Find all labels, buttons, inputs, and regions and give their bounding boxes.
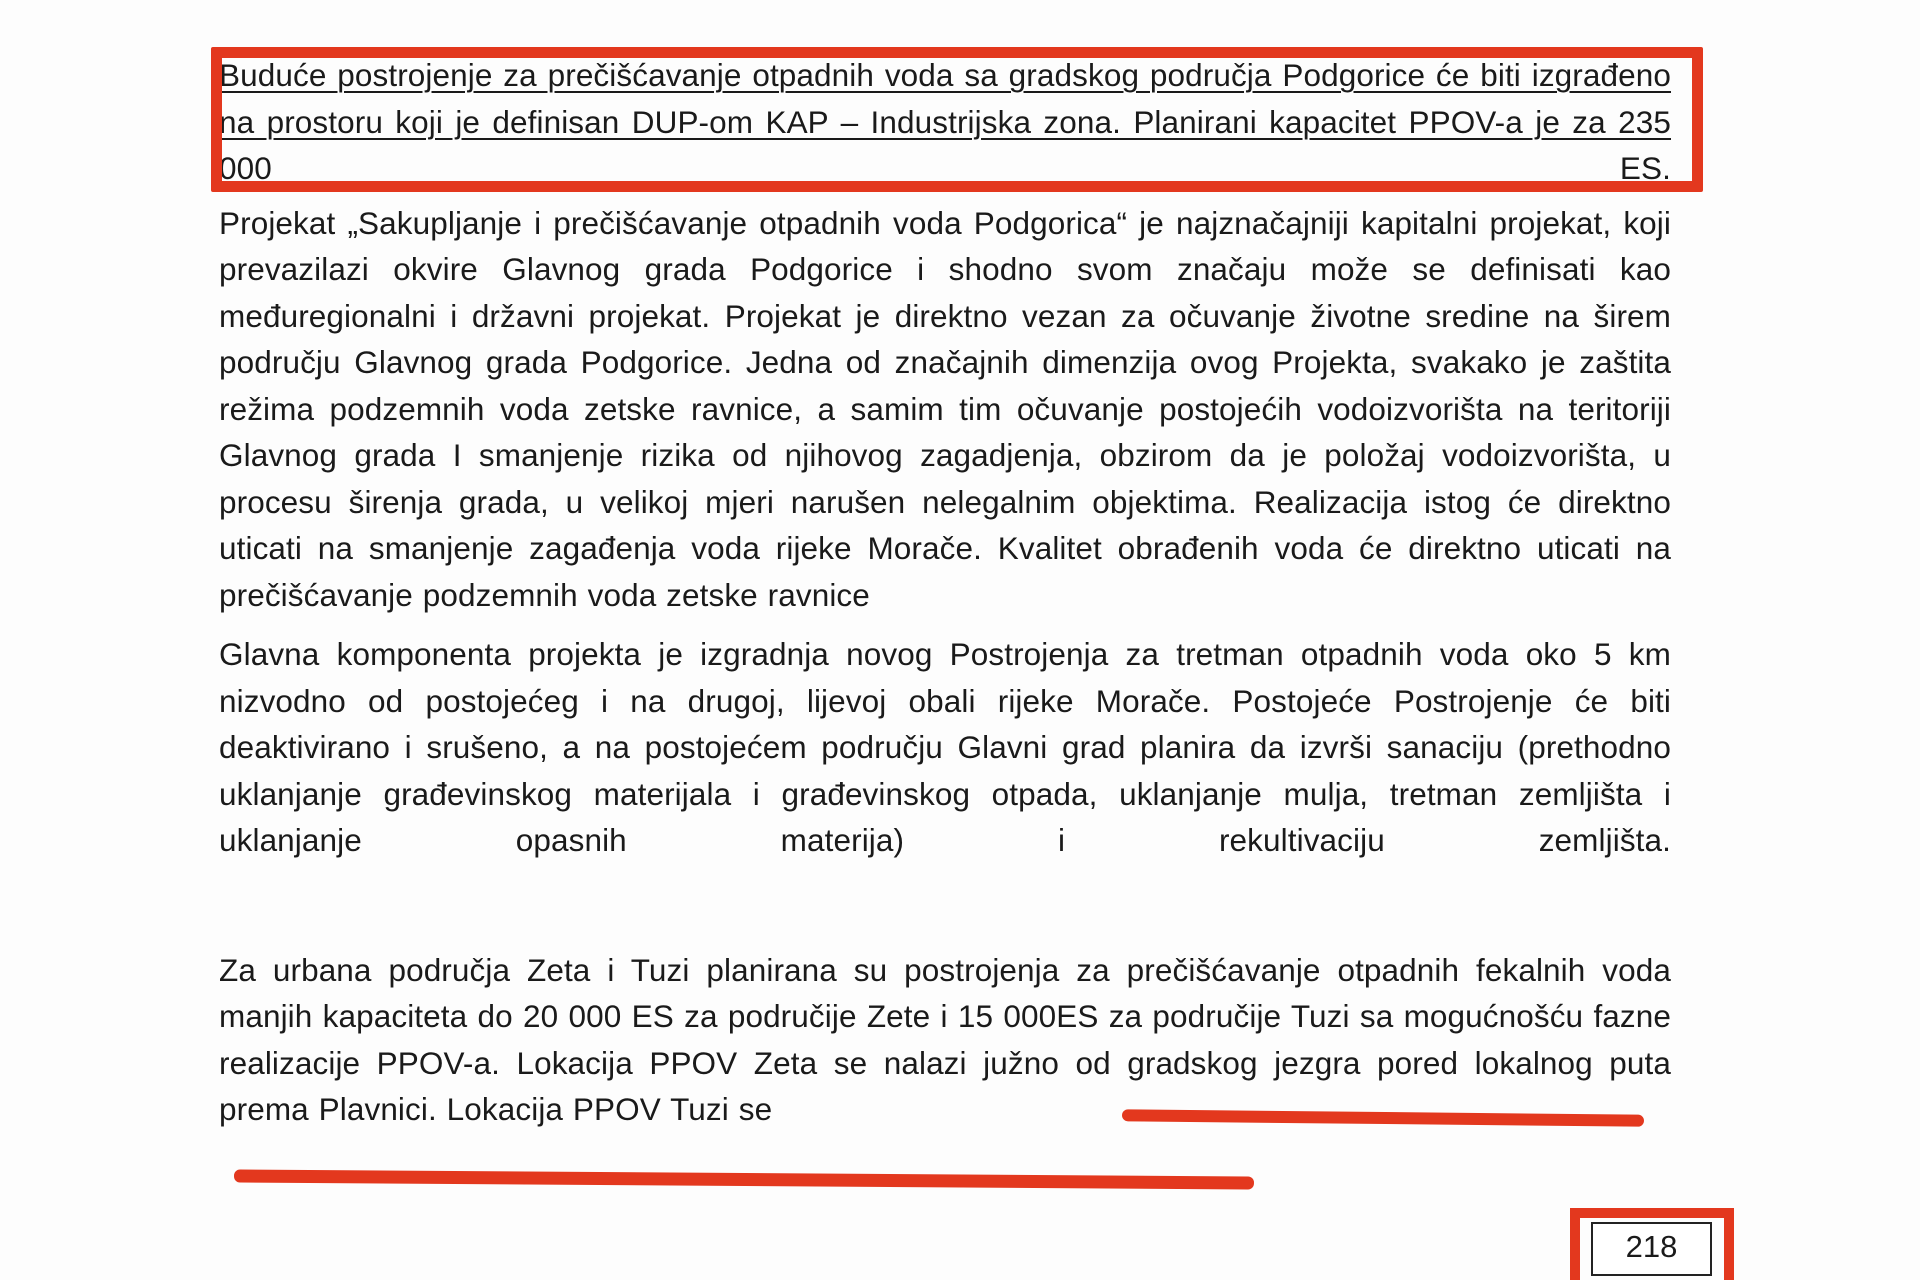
- page-number: 218: [1625, 1229, 1678, 1264]
- project-paragraph: Projekat „Sakupljanje i prečišćavanje otpadnih voda Podgorica“ je najznačajniji kapitalni projekat, koji prevazilazi okvire Glavnog grada Podgorice i shodno svom značaju može se definisati kao međuregionalni i državni projekat. Projekat je direktno vezan za očuvanje životne sredine na širem području Glavnog grada Podgorice. Jedna od značajnih dimenzija ovog Projekta, svakako je zaštita režima podzemnih voda zetske ravnice, a samim tim očuvanje postojećih vodoizvorišta na teritoriji Glavnog grada I smanjenje rizika od njihovog zagadjenja, obzirom da je položaj vodoizvorišta, u procesu širenja grada, u velikoj mjeri narušen nelegalnim objektima. Realizacija istog će direktno uticati na smanjenje zagađenja voda rijeke Morače. Kvalitet obrađenih voda će direktno uticati na prečišćavanje podzemnih voda zetske ravnice: [219, 204, 1671, 613]
- main-component-paragraph: Glavna komponenta projekta je izgradnja novog Postrojenja za tretman otpadnih voda oko 5 km nizvodno od postojećeg i na drugoj, lijevoj obali rijeke Morače. Postojeće Postrojenje će biti deaktivirano i srušeno, a na postojećem području Glavni grad planira da izvrši sanaciju (prethodno uklanjanje građevinskog materijala i građevinskog otpada, uklanjanje mulja, tretman zemljišta i uklanjanje opasnih materija) i rekultivaciju zemljišta.: [219, 636, 1671, 858]
- highlighted-paragraph: Buduće postrojenje za prečišćavanje otpadnih voda sa gradskog područja Podgorice će biti izgrađeno na prostoru koji je definisan DUP-om KAP – Industrijska zona. Planirani kapacitet PPOV-a je za 235 000 ES.: [219, 57, 1671, 186]
- red-underline-stroke-2: [234, 1169, 1254, 1189]
- zeta-tuzi-paragraph: Za urbana područja Zeta i Tuzi planirana su postrojenja za prečišćavanje otpadnih fekalnih voda manjih kapaciteta do 20 000 ES za područije Zete i 15 000ES za područije Tuzi sa mogućnošću fazne realizacije PPOV-a. Lokacija PPOV Zeta se nalazi južno od gradskog jezgra pored lokalnog puta prema Plavnici. Lokacija PPOV Tuzi se: [219, 951, 1671, 1127]
- text-column: [219, 52, 1671, 1133]
